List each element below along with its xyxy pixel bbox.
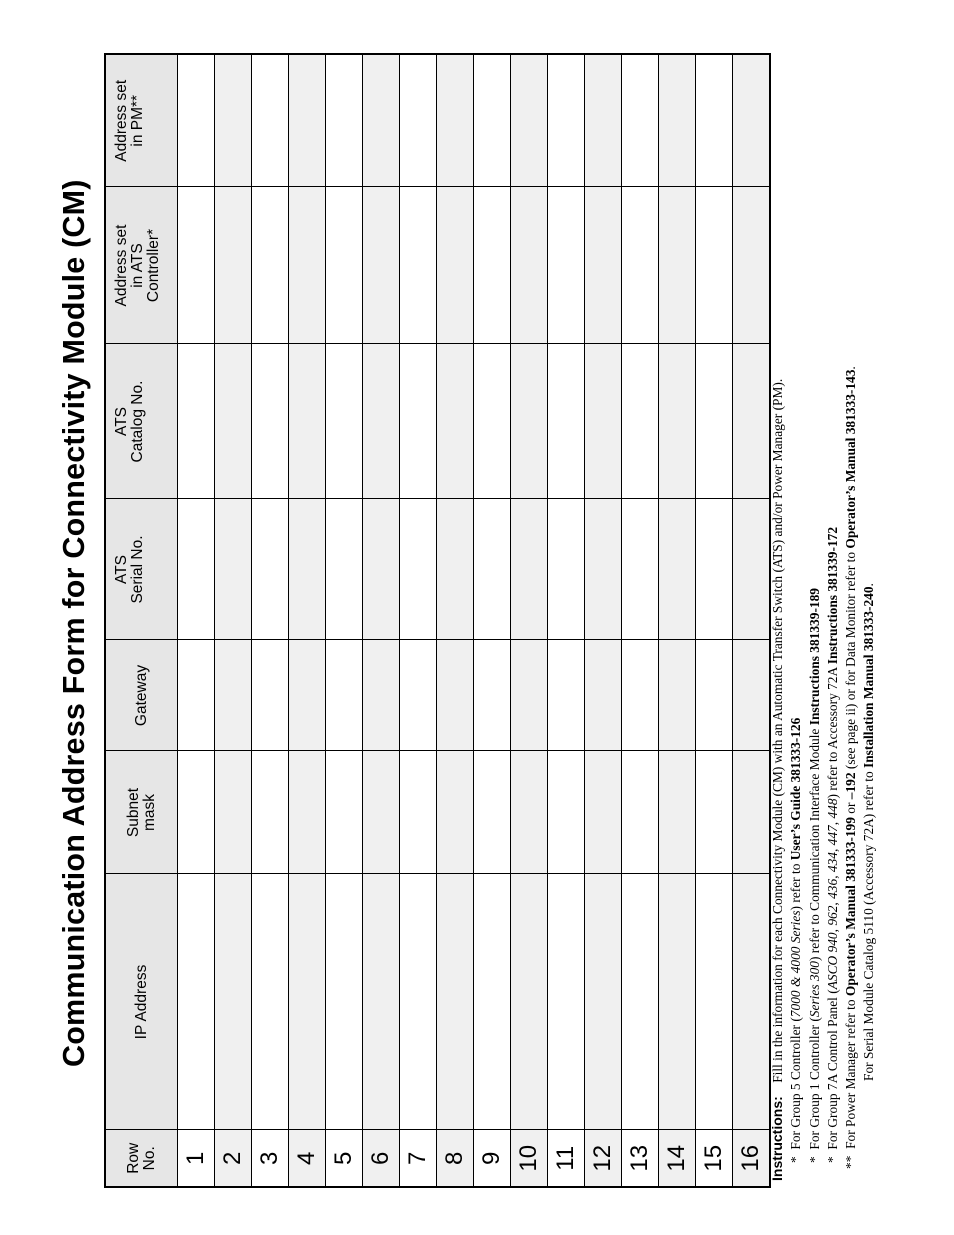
gateway-cell[interactable] <box>474 640 511 751</box>
doc-ref-instructions-172: Instructions 381339-172 <box>824 526 840 665</box>
address-ats-controller-cell[interactable] <box>696 187 733 344</box>
ats-serial-no-cell[interactable] <box>622 499 659 640</box>
row-number: 2 <box>215 1130 252 1187</box>
address-pm-cell[interactable] <box>215 54 252 187</box>
subnet-mask-cell[interactable] <box>585 751 622 874</box>
table-row <box>437 54 474 1187</box>
table-row <box>363 54 400 1187</box>
table-row <box>326 54 363 1187</box>
address-ats-controller-cell[interactable] <box>252 187 289 344</box>
row-number: 6 <box>363 1130 400 1187</box>
doc-ref-users-guide: User’s Guide 381333-126 <box>788 717 804 861</box>
address-pm-cell[interactable] <box>733 54 771 187</box>
subnet-mask-cell[interactable] <box>252 751 289 874</box>
ats-catalog-no-cell[interactable] <box>289 344 326 499</box>
instructions-intro: Fill in the information for each Connectivity Module (CM) with an Automatic Transfer Switch (ATS) and/or Power Manager (PM). <box>770 378 785 1083</box>
address-ats-controller-cell[interactable] <box>733 187 771 344</box>
ats-catalog-no-cell[interactable] <box>659 344 696 499</box>
address-ats-controller-cell[interactable] <box>585 187 622 344</box>
ats-serial-no-cell[interactable] <box>474 499 511 640</box>
gateway-cell[interactable] <box>178 640 215 751</box>
subnet-mask-cell[interactable] <box>474 751 511 874</box>
address-ats-controller-cell[interactable] <box>474 187 511 344</box>
header-ats-catalog-no: ATS Catalog No. <box>105 344 178 499</box>
doc-ref-operators-manual-143: Operator’s Manual 381333-143 <box>843 369 859 549</box>
ip-address-cell[interactable] <box>289 874 326 1130</box>
subnet-mask-cell[interactable] <box>696 751 733 874</box>
ats-catalog-no-cell[interactable] <box>622 344 659 499</box>
row-number: 5 <box>326 1130 363 1187</box>
table-row <box>215 54 252 1187</box>
address-ats-controller-cell[interactable] <box>622 187 659 344</box>
gateway-cell[interactable] <box>733 640 771 751</box>
ip-address-cell[interactable] <box>733 874 771 1130</box>
address-pm-cell[interactable] <box>437 54 474 187</box>
address-pm-cell[interactable] <box>252 54 289 187</box>
ats-catalog-no-cell[interactable] <box>400 344 437 499</box>
header-row-no: Row No. <box>105 1130 178 1187</box>
row-number: 8 <box>437 1130 474 1187</box>
address-pm-cell[interactable] <box>548 54 585 187</box>
row-number: 4 <box>289 1130 326 1187</box>
doc-ref-operators-manual-199: Operator’s Manual 381333-199 <box>843 817 859 997</box>
table-row <box>289 54 326 1187</box>
instruction-line-group7a: * For Group 7A Control Panel (ASCO 940, 962, 436, 434, 447, 448) refer to Accessory 72A Instructions 381339-172 <box>824 526 840 1163</box>
table-row <box>474 54 511 1187</box>
ip-address-cell[interactable] <box>511 874 548 1130</box>
ats-serial-no-cell[interactable] <box>437 499 474 640</box>
subnet-mask-cell[interactable] <box>178 751 215 874</box>
gateway-cell[interactable] <box>363 640 400 751</box>
ats-serial-no-cell[interactable] <box>585 499 622 640</box>
row-number: 14 <box>659 1130 696 1187</box>
instruction-line-serial-module: For Serial Module Catalog 5110 (Accessory 72A) refer to Installation Manual 381333-240. <box>861 583 877 1081</box>
page-title: Communication Address Form for Connectivity Module (CM) <box>57 179 91 1067</box>
address-ats-controller-cell[interactable] <box>178 187 215 344</box>
table-row <box>733 54 771 1187</box>
ats-catalog-no-cell[interactable] <box>585 344 622 499</box>
instructions-block <box>768 61 879 1181</box>
ats-serial-no-cell[interactable] <box>548 499 585 640</box>
table-row <box>400 54 437 1187</box>
address-ats-controller-cell[interactable] <box>400 187 437 344</box>
table-row <box>659 54 696 1187</box>
table-row <box>585 54 622 1187</box>
address-pm-cell[interactable] <box>659 54 696 187</box>
row-number: 7 <box>400 1130 437 1187</box>
address-ats-controller-cell[interactable] <box>548 187 585 344</box>
row-number: 9 <box>474 1130 511 1187</box>
ip-address-cell[interactable] <box>696 874 733 1130</box>
gateway-cell[interactable] <box>548 640 585 751</box>
ats-catalog-no-cell[interactable] <box>474 344 511 499</box>
ats-catalog-no-cell[interactable] <box>437 344 474 499</box>
subnet-mask-cell[interactable] <box>215 751 252 874</box>
subnet-mask-cell[interactable] <box>400 751 437 874</box>
ip-address-cell[interactable] <box>252 874 289 1130</box>
ats-catalog-no-cell[interactable] <box>326 344 363 499</box>
ats-serial-no-cell[interactable] <box>363 499 400 640</box>
row-number: 13 <box>622 1130 659 1187</box>
ip-address-cell[interactable] <box>400 874 437 1130</box>
gateway-cell[interactable] <box>215 640 252 751</box>
doc-ref-instructions-189: Instructions 381339-189 <box>806 588 822 726</box>
row-number: 15 <box>696 1130 733 1187</box>
address-ats-controller-cell[interactable] <box>511 187 548 344</box>
gateway-cell[interactable] <box>659 640 696 751</box>
subnet-mask-cell[interactable] <box>548 751 585 874</box>
row-number: 10 <box>511 1130 548 1187</box>
ats-catalog-no-cell[interactable] <box>252 344 289 499</box>
address-ats-controller-cell[interactable] <box>363 187 400 344</box>
subnet-mask-cell[interactable] <box>659 751 696 874</box>
row-number: 1 <box>178 1130 215 1187</box>
address-pm-cell[interactable] <box>363 54 400 187</box>
ats-serial-no-cell[interactable] <box>215 499 252 640</box>
gateway-cell[interactable] <box>437 640 474 751</box>
ip-address-cell[interactable] <box>215 874 252 1130</box>
instruction-line-group1: * For Group 1 Controller (Series 300) refer to Communication Interface Module Instructions 381339-189 <box>806 588 822 1163</box>
subnet-mask-cell[interactable] <box>511 751 548 874</box>
address-pm-cell[interactable] <box>326 54 363 187</box>
address-ats-controller-cell[interactable] <box>215 187 252 344</box>
ip-address-cell[interactable] <box>437 874 474 1130</box>
ats-serial-no-cell[interactable] <box>400 499 437 640</box>
ats-catalog-no-cell[interactable] <box>696 344 733 499</box>
gateway-cell[interactable] <box>289 640 326 751</box>
ats-serial-no-cell[interactable] <box>659 499 696 640</box>
address-ats-controller-cell[interactable] <box>437 187 474 344</box>
ats-catalog-no-cell[interactable] <box>511 344 548 499</box>
ip-address-cell[interactable] <box>548 874 585 1130</box>
address-pm-cell[interactable] <box>622 54 659 187</box>
gateway-cell[interactable] <box>511 640 548 751</box>
address-pm-cell[interactable] <box>696 54 733 187</box>
ats-catalog-no-cell[interactable] <box>215 344 252 499</box>
header-address-ats-controller: Address set in ATS Controller* <box>105 187 178 344</box>
ats-serial-no-cell[interactable] <box>326 499 363 640</box>
ats-serial-no-cell[interactable] <box>178 499 215 640</box>
header-address-pm: Address set in PM** <box>105 54 178 187</box>
gateway-cell[interactable] <box>326 640 363 751</box>
ip-address-cell[interactable] <box>622 874 659 1130</box>
ats-serial-no-cell[interactable] <box>511 499 548 640</box>
address-ats-controller-cell[interactable] <box>659 187 696 344</box>
gateway-cell[interactable] <box>400 640 437 751</box>
address-pm-cell[interactable] <box>178 54 215 187</box>
gateway-cell[interactable] <box>696 640 733 751</box>
header-subnet-mask: Subnet mask <box>105 751 178 874</box>
table-row <box>178 54 215 1187</box>
header-ip-address: IP Address <box>105 874 178 1130</box>
address-pm-cell[interactable] <box>289 54 326 187</box>
row-number: 16 <box>733 1130 771 1187</box>
instructions-intro-line <box>768 61 787 1181</box>
address-pm-cell[interactable] <box>585 54 622 187</box>
header-ats-serial-no: ATS Serial No. <box>105 499 178 640</box>
gateway-cell[interactable] <box>252 640 289 751</box>
address-pm-cell[interactable] <box>474 54 511 187</box>
row-number: 11 <box>548 1130 585 1187</box>
subnet-mask-cell[interactable] <box>326 751 363 874</box>
table-row <box>252 54 289 1187</box>
address-form-table <box>104 53 771 1188</box>
ats-catalog-no-cell[interactable] <box>548 344 585 499</box>
ip-address-cell[interactable] <box>363 874 400 1130</box>
gateway-cell[interactable] <box>585 640 622 751</box>
table-row <box>696 54 733 1187</box>
subnet-mask-cell[interactable] <box>622 751 659 874</box>
ip-address-cell[interactable] <box>659 874 696 1130</box>
ats-catalog-no-cell[interactable] <box>733 344 771 499</box>
ip-address-cell[interactable] <box>326 874 363 1130</box>
instruction-line-power-manager: ** For Power Manager refer to Operator’s Manual 381333-199 or –192 (see page ii) or for Data Monitor refer to Operator’s Manual 381333-143. <box>843 366 859 1169</box>
row-number: 12 <box>585 1130 622 1187</box>
ats-serial-no-cell[interactable] <box>289 499 326 640</box>
table-row <box>548 54 585 1187</box>
instructions-label: Instructions: <box>769 1096 785 1181</box>
table-row <box>622 54 659 1187</box>
row-number: 3 <box>252 1130 289 1187</box>
subnet-mask-cell[interactable] <box>733 751 771 874</box>
ats-catalog-no-cell[interactable] <box>178 344 215 499</box>
address-pm-cell[interactable] <box>511 54 548 187</box>
ip-address-cell[interactable] <box>585 874 622 1130</box>
ip-address-cell[interactable] <box>474 874 511 1130</box>
gateway-cell[interactable] <box>622 640 659 751</box>
table-row <box>511 54 548 1187</box>
address-ats-controller-cell[interactable] <box>326 187 363 344</box>
ats-serial-no-cell[interactable] <box>696 499 733 640</box>
subnet-mask-cell[interactable] <box>437 751 474 874</box>
ats-serial-no-cell[interactable] <box>252 499 289 640</box>
table-header-row <box>105 54 178 1187</box>
instruction-line-group5: * For Group 5 Controller (7000 & 4000 Series) refer to User’s Guide 381333-126 <box>788 717 804 1163</box>
address-pm-cell[interactable] <box>400 54 437 187</box>
address-ats-controller-cell[interactable] <box>289 187 326 344</box>
ats-catalog-no-cell[interactable] <box>363 344 400 499</box>
header-gateway: Gateway <box>105 640 178 751</box>
subnet-mask-cell[interactable] <box>289 751 326 874</box>
subnet-mask-cell[interactable] <box>363 751 400 874</box>
doc-ref-installation-manual: Installation Manual 381333-240 <box>861 586 877 768</box>
ats-serial-no-cell[interactable] <box>733 499 771 640</box>
ip-address-cell[interactable] <box>178 874 215 1130</box>
